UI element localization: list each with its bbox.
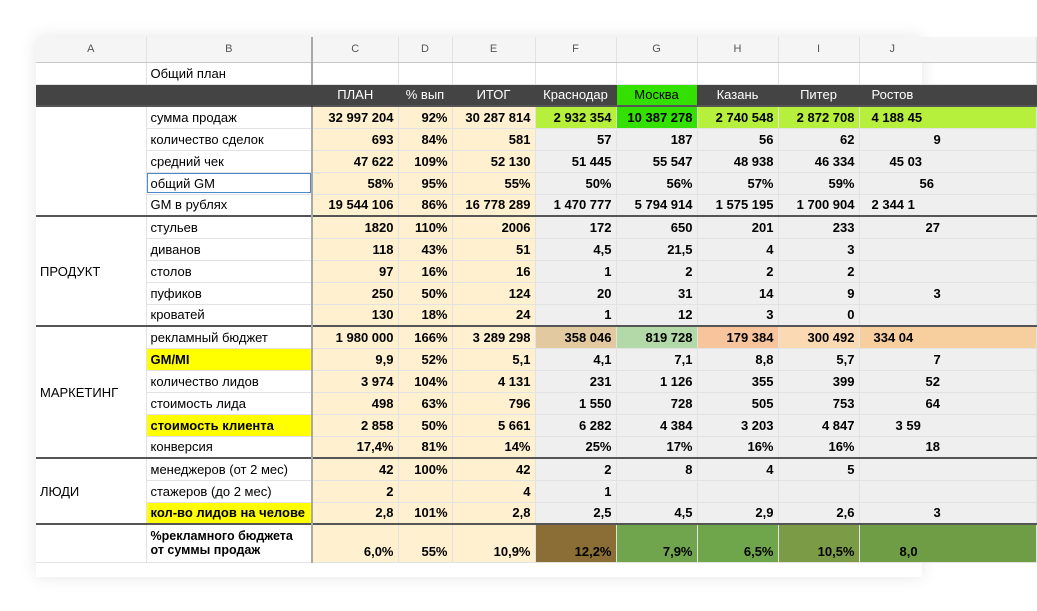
city-cell[interactable]: 2,6	[778, 502, 859, 524]
pct-cell[interactable]: 55%	[398, 524, 452, 562]
itog-cell[interactable]: 124	[452, 282, 535, 304]
row-label[interactable]: количество лидов	[146, 370, 312, 392]
pct-cell[interactable]: 43%	[398, 238, 452, 260]
city-cell[interactable]: 2 932 354	[535, 106, 616, 128]
plan-cell[interactable]: 1 980 000	[312, 326, 398, 348]
row-label-highlighted[interactable]: GM/MI	[146, 348, 312, 370]
itog-cell[interactable]: 3 289 298	[452, 326, 535, 348]
city-cell[interactable]	[859, 260, 1036, 282]
itog-cell[interactable]: 55%	[452, 172, 535, 194]
column-header-i[interactable]: I	[778, 37, 859, 62]
city-cell[interactable]: 3	[697, 304, 778, 326]
pct-cell[interactable]: 86%	[398, 194, 452, 216]
city-cell[interactable]: 48 938	[697, 150, 778, 172]
header-itog[interactable]: ИТОГ	[452, 84, 535, 106]
city-cell[interactable]: 2 740 548	[697, 106, 778, 128]
table-row	[36, 370, 1036, 392]
city-cell[interactable]: 16%	[778, 436, 859, 458]
plan-cell[interactable]: 250	[312, 282, 398, 304]
city-cell[interactable]: 2 344 1	[859, 194, 1036, 216]
row-label-line1: %рекламного бюджета	[150, 529, 293, 544]
city-cell[interactable]: 25%	[535, 436, 616, 458]
column-header-j[interactable]: J	[859, 37, 1036, 62]
cell[interactable]	[697, 62, 778, 84]
city-cell[interactable]	[697, 480, 778, 502]
city-cell[interactable]: 56%	[616, 172, 697, 194]
pct-cell[interactable]: 104%	[398, 370, 452, 392]
section-label-people[interactable]: ЛЮДИ	[36, 458, 146, 524]
table-row	[36, 502, 1036, 524]
city-cell[interactable]: 56	[859, 172, 1036, 194]
plan-cell[interactable]: 97	[312, 260, 398, 282]
table-row	[36, 326, 1036, 348]
city-cell[interactable]: 3 203	[697, 414, 778, 436]
row-label[interactable]: столов	[146, 260, 312, 282]
header-plan[interactable]: ПЛАН	[312, 84, 398, 106]
row-label[interactable]: стоимость лида	[146, 392, 312, 414]
table-row	[36, 282, 1036, 304]
city-cell[interactable]: 57	[535, 128, 616, 150]
column-header-a[interactable]: A	[36, 37, 146, 62]
itog-cell[interactable]: 16 778 289	[452, 194, 535, 216]
table-row	[36, 392, 1036, 414]
city-cell[interactable]: 27	[859, 216, 1036, 238]
city-cell[interactable]: 819 728	[616, 326, 697, 348]
cell[interactable]	[452, 62, 535, 84]
city-cell[interactable]: 6,5%	[697, 524, 778, 562]
city-cell[interactable]: 4,5	[535, 238, 616, 260]
itog-cell[interactable]: 24	[452, 304, 535, 326]
spreadsheet-grid[interactable]	[36, 37, 941, 577]
pct-cell[interactable]: 166%	[398, 326, 452, 348]
column-header-e[interactable]: E	[452, 37, 535, 62]
city-cell[interactable]: 4	[697, 238, 778, 260]
plan-cell[interactable]: 3 974	[312, 370, 398, 392]
city-cell[interactable]: 4,1	[535, 348, 616, 370]
header-kazan[interactable]: Казань	[697, 84, 778, 106]
city-cell[interactable]: 1 126	[616, 370, 697, 392]
row-label[interactable]: стажеров (до 2 мес)	[146, 480, 312, 502]
plan-cell[interactable]: 6,0%	[312, 524, 398, 562]
itog-cell[interactable]: 10,9%	[452, 524, 535, 562]
cell[interactable]	[36, 524, 146, 562]
city-cell[interactable]: 5	[778, 458, 859, 480]
pct-cell[interactable]: 95%	[398, 172, 452, 194]
city-cell[interactable]	[859, 304, 1036, 326]
pct-cell[interactable]: 81%	[398, 436, 452, 458]
plan-cell[interactable]: 118	[312, 238, 398, 260]
city-cell[interactable]: 355	[697, 370, 778, 392]
city-cell[interactable]	[616, 480, 697, 502]
itog-cell[interactable]: 2,8	[452, 502, 535, 524]
plan-cell[interactable]: 42	[312, 458, 398, 480]
city-cell[interactable]: 7	[859, 348, 1036, 370]
itog-cell[interactable]: 2006	[452, 216, 535, 238]
pct-cell[interactable]: 101%	[398, 502, 452, 524]
itog-cell[interactable]: 42	[452, 458, 535, 480]
city-cell[interactable]	[859, 480, 1036, 502]
cell[interactable]	[36, 62, 146, 84]
itog-cell[interactable]: 4	[452, 480, 535, 502]
column-header-c[interactable]: C	[312, 37, 398, 62]
itog-cell[interactable]: 5 661	[452, 414, 535, 436]
city-cell[interactable]: 8,0	[859, 524, 1036, 562]
header-pct[interactable]: % вып	[398, 84, 452, 106]
column-header-b[interactable]: B	[146, 37, 312, 62]
section-label-marketing[interactable]: МАРКЕТИНГ	[36, 326, 146, 458]
city-cell[interactable]: 4,5	[616, 502, 697, 524]
row-label[interactable]: количество сделок	[146, 128, 312, 150]
city-cell[interactable]: 187	[616, 128, 697, 150]
city-cell[interactable]: 6 282	[535, 414, 616, 436]
plan-cell[interactable]: 2,8	[312, 502, 398, 524]
city-cell[interactable]: 56	[697, 128, 778, 150]
city-cell[interactable]: 1 550	[535, 392, 616, 414]
city-cell[interactable]: 57%	[697, 172, 778, 194]
city-cell[interactable]: 10,5%	[778, 524, 859, 562]
city-cell[interactable]: 2 872 708	[778, 106, 859, 128]
pct-cell[interactable]: 52%	[398, 348, 452, 370]
city-cell[interactable]: 5 794 914	[616, 194, 697, 216]
table-row	[36, 348, 1036, 370]
table-row	[36, 436, 1036, 458]
table-row	[36, 304, 1036, 326]
itog-cell[interactable]: 16	[452, 260, 535, 282]
city-cell[interactable]: 3	[859, 502, 1036, 524]
city-cell[interactable]: 233	[778, 216, 859, 238]
city-cell[interactable]: 2,5	[535, 502, 616, 524]
section-label-totals[interactable]	[36, 106, 146, 216]
city-cell[interactable]: 2	[535, 458, 616, 480]
city-cell[interactable]: 201	[697, 216, 778, 238]
table-row	[36, 458, 1036, 480]
pct-cell[interactable]: 50%	[398, 414, 452, 436]
table-row	[36, 128, 1036, 150]
city-cell[interactable]: 9	[778, 282, 859, 304]
table-row	[36, 414, 1036, 436]
cell[interactable]	[535, 62, 616, 84]
pct-cell[interactable]: 63%	[398, 392, 452, 414]
city-cell[interactable]: 20	[535, 282, 616, 304]
column-header-d[interactable]: D	[398, 37, 452, 62]
table-row	[36, 150, 1036, 172]
pct-cell[interactable]	[398, 480, 452, 502]
plan-cell[interactable]: 58%	[312, 172, 398, 194]
row-label-ad-budget-share[interactable]	[146, 524, 312, 562]
city-cell[interactable]: 2	[616, 260, 697, 282]
plan-cell[interactable]: 9,9	[312, 348, 398, 370]
itog-cell[interactable]: 4 131	[452, 370, 535, 392]
city-cell[interactable]: 728	[616, 392, 697, 414]
plan-cell[interactable]: 17,4%	[312, 436, 398, 458]
city-cell[interactable]: 1	[535, 260, 616, 282]
pct-cell[interactable]: 84%	[398, 128, 452, 150]
column-header-row	[36, 37, 1036, 62]
city-cell[interactable]: 3	[778, 238, 859, 260]
city-cell[interactable]: 2,9	[697, 502, 778, 524]
itog-cell[interactable]: 581	[452, 128, 535, 150]
pct-cell[interactable]: 110%	[398, 216, 452, 238]
plan-cell[interactable]: 19 544 106	[312, 194, 398, 216]
plan-cell[interactable]: 1820	[312, 216, 398, 238]
row-label-highlighted[interactable]: кол-во лидов на челове	[146, 502, 312, 524]
city-cell[interactable]: 650	[616, 216, 697, 238]
cell[interactable]	[398, 62, 452, 84]
table-row	[36, 216, 1036, 238]
city-cell[interactable]: 12	[616, 304, 697, 326]
cell[interactable]	[146, 84, 312, 106]
pct-cell[interactable]: 16%	[398, 260, 452, 282]
table-row	[36, 238, 1036, 260]
sheet-title[interactable]: Общий план	[146, 62, 312, 84]
plan-cell[interactable]: 693	[312, 128, 398, 150]
plan-cell[interactable]: 498	[312, 392, 398, 414]
row-label[interactable]: кроватей	[146, 304, 312, 326]
city-cell[interactable]: 1 470 777	[535, 194, 616, 216]
city-cell[interactable]: 4 188 45	[859, 106, 1036, 128]
city-cell[interactable]: 17%	[616, 436, 697, 458]
city-cell[interactable]: 50%	[535, 172, 616, 194]
row-label[interactable]: GM в рублях	[146, 194, 312, 216]
section-label-product[interactable]: ПРОДУКТ	[36, 216, 146, 326]
city-cell[interactable]: 1 700 904	[778, 194, 859, 216]
city-cell[interactable]: 64	[859, 392, 1036, 414]
city-cell[interactable]: 300 492	[778, 326, 859, 348]
city-cell[interactable]: 46 334	[778, 150, 859, 172]
city-cell[interactable]: 8	[616, 458, 697, 480]
city-cell[interactable]: 55 547	[616, 150, 697, 172]
city-cell[interactable]: 10 387 278	[616, 106, 697, 128]
row-label-line2: от суммы продаж	[150, 543, 261, 558]
spreadsheet-table	[36, 37, 1037, 563]
row-label[interactable]: средний чек	[146, 150, 312, 172]
city-cell[interactable]: 2	[697, 260, 778, 282]
city-cell[interactable]: 14	[697, 282, 778, 304]
row-label[interactable]: рекламный бюджет	[146, 326, 312, 348]
city-cell[interactable]: 172	[535, 216, 616, 238]
plan-cell[interactable]: 32 997 204	[312, 106, 398, 128]
city-cell[interactable]: 9	[859, 128, 1036, 150]
city-cell[interactable]: 62	[778, 128, 859, 150]
city-cell[interactable]: 0	[778, 304, 859, 326]
city-cell[interactable]: 334 04	[859, 326, 1036, 348]
city-cell[interactable]: 8,8	[697, 348, 778, 370]
city-cell[interactable]: 505	[697, 392, 778, 414]
itog-cell[interactable]: 30 287 814	[452, 106, 535, 128]
city-cell[interactable]	[859, 458, 1036, 480]
city-cell[interactable]: 7,1	[616, 348, 697, 370]
pct-cell[interactable]: 92%	[398, 106, 452, 128]
city-cell[interactable]: 31	[616, 282, 697, 304]
city-cell[interactable]: 179 384	[697, 326, 778, 348]
row-label[interactable]: диванов	[146, 238, 312, 260]
plan-cell[interactable]: 130	[312, 304, 398, 326]
column-header-g[interactable]: G	[616, 37, 697, 62]
cell[interactable]	[36, 84, 146, 106]
city-cell[interactable]	[859, 238, 1036, 260]
city-cell[interactable]: 51 445	[535, 150, 616, 172]
header-piter[interactable]: Питер	[778, 84, 859, 106]
row-label-selected[interactable]: общий GM	[146, 172, 312, 194]
city-cell[interactable]: 59%	[778, 172, 859, 194]
table-row	[36, 480, 1036, 502]
row-label-highlighted[interactable]: стоимость клиента	[146, 414, 312, 436]
city-cell[interactable]	[778, 480, 859, 502]
pct-cell[interactable]: 100%	[398, 458, 452, 480]
itog-cell[interactable]: 51	[452, 238, 535, 260]
city-cell[interactable]: 52	[859, 370, 1036, 392]
city-cell[interactable]: 1	[535, 480, 616, 502]
plan-cell[interactable]: 2	[312, 480, 398, 502]
itog-cell[interactable]: 5,1	[452, 348, 535, 370]
row-label[interactable]: менеджеров (от 2 мес)	[146, 458, 312, 480]
city-cell[interactable]: 3 59	[859, 414, 1036, 436]
pct-cell[interactable]: 18%	[398, 304, 452, 326]
city-cell[interactable]: 753	[778, 392, 859, 414]
city-cell[interactable]: 7,9%	[616, 524, 697, 562]
header-moscow[interactable]: Москва	[616, 84, 697, 106]
city-cell[interactable]: 358 046	[535, 326, 616, 348]
table-row	[36, 524, 1036, 562]
city-cell[interactable]: 5,7	[778, 348, 859, 370]
plan-cell[interactable]: 2 858	[312, 414, 398, 436]
cell[interactable]	[859, 62, 1036, 84]
itog-cell[interactable]: 14%	[452, 436, 535, 458]
header-row	[36, 84, 1036, 106]
cell[interactable]	[312, 62, 398, 84]
city-cell[interactable]: 18	[859, 436, 1036, 458]
cell[interactable]	[616, 62, 697, 84]
cell[interactable]	[778, 62, 859, 84]
table-row	[36, 106, 1036, 128]
row-label[interactable]: конверсия	[146, 436, 312, 458]
city-cell[interactable]: 12,2%	[535, 524, 616, 562]
city-cell[interactable]: 16%	[697, 436, 778, 458]
column-header-f[interactable]: F	[535, 37, 616, 62]
table-row	[36, 260, 1036, 282]
column-header-h[interactable]: H	[697, 37, 778, 62]
pct-cell[interactable]: 50%	[398, 282, 452, 304]
city-cell[interactable]: 231	[535, 370, 616, 392]
city-cell[interactable]: 1 575 195	[697, 194, 778, 216]
header-rostov[interactable]: Ростов	[859, 84, 1036, 106]
city-cell[interactable]: 45 03	[859, 150, 1036, 172]
city-cell[interactable]: 2	[778, 260, 859, 282]
table-row	[36, 194, 1036, 216]
header-krasnodar[interactable]: Краснодар	[535, 84, 616, 106]
table-row	[36, 172, 1036, 194]
city-cell[interactable]: 4 847	[778, 414, 859, 436]
pct-cell[interactable]: 109%	[398, 150, 452, 172]
city-cell[interactable]: 3	[859, 282, 1036, 304]
row-label[interactable]: сумма продаж	[146, 106, 312, 128]
row-label[interactable]: пуфиков	[146, 282, 312, 304]
city-cell[interactable]: 399	[778, 370, 859, 392]
plan-cell[interactable]: 47 622	[312, 150, 398, 172]
itog-cell[interactable]: 796	[452, 392, 535, 414]
city-cell[interactable]: 21,5	[616, 238, 697, 260]
row-label[interactable]: стульев	[146, 216, 312, 238]
city-cell[interactable]: 1	[535, 304, 616, 326]
city-cell[interactable]: 4	[697, 458, 778, 480]
itog-cell[interactable]: 52 130	[452, 150, 535, 172]
city-cell[interactable]: 4 384	[616, 414, 697, 436]
title-row	[36, 62, 1036, 84]
